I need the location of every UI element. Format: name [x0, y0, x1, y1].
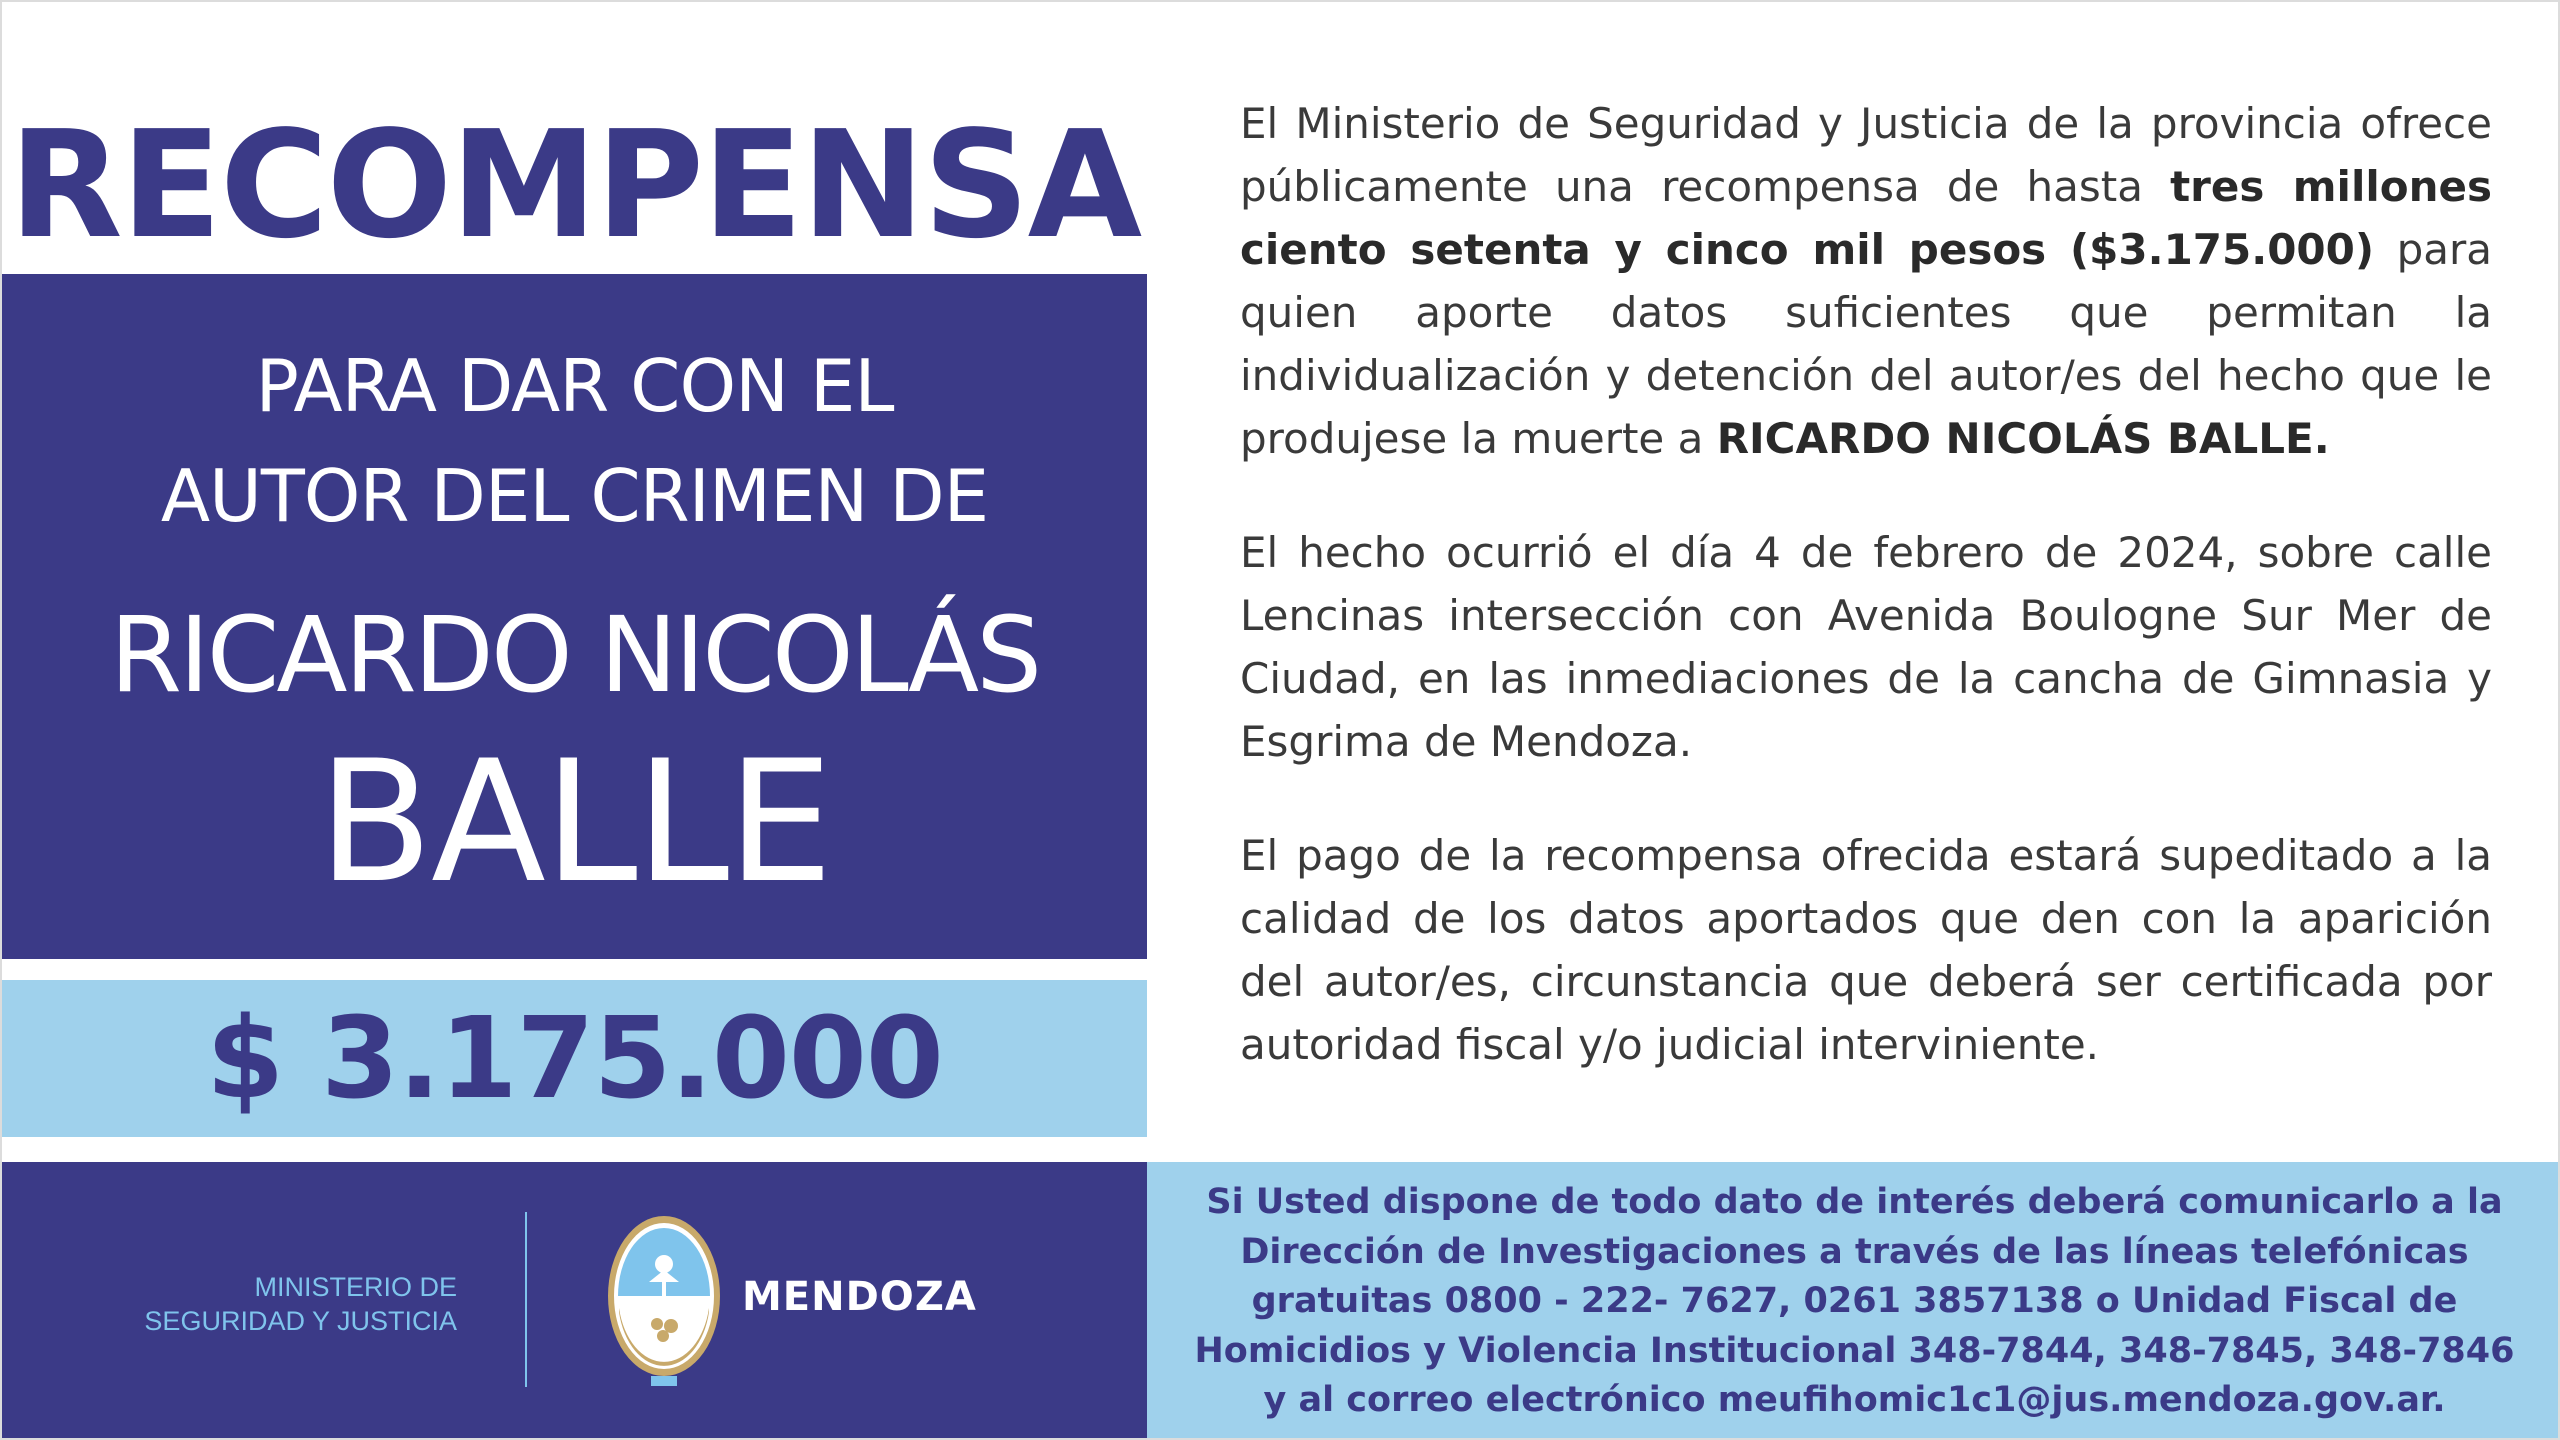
contact-line: gratuitas 0800 - 222- 7627, 0261 3857138 o Unidad Fiscal de	[1251, 1281, 2458, 1321]
subtitle-line-1: PARA DAR CON EL	[255, 344, 894, 428]
ministry-label	[62, 1270, 457, 1338]
paragraph-incident: El hecho ocurrió el día 4 de febrero de 2024, sobre calle Lencinas intersección con Avenida Boulogne Sur Mer de Ciudad, en las inmediaciones de la cancha de Gimnasia y Esgrima de Mendoza.	[1240, 528, 2492, 766]
body-text	[1240, 92, 2492, 1076]
contact-email-line: y al correo electrónico meufihomic1c1@jus.mendoza.gov.ar.	[1263, 1380, 2446, 1420]
contact-line: Dirección de Investigaciones a través de las líneas telefónicas	[1240, 1231, 2469, 1272]
contact-text	[1187, 1178, 2522, 1426]
offer-text-2: para quien aporte datos suficientes que permitan la individualización y detención del autor/es del hecho que le produjese la muerte a	[1240, 225, 2492, 463]
subtitle-line-2: AUTOR DEL CRIMEN DE	[160, 454, 989, 538]
paragraph-payment: El pago de la recompensa ofrecida estará supeditado a la calidad de los datos aportados que den con la aparición del autor/es, circunstancia que deberá ser certificada por autoridad fiscal y/o judicial interviniente.	[1240, 831, 2492, 1069]
ministry-line-1: MINISTERIO DE	[254, 1272, 457, 1302]
reward-amount-band	[2, 980, 1147, 1137]
footer-branding	[2, 1162, 1147, 1440]
reward-amount: $ 3.175.000	[206, 993, 943, 1124]
mendoza-brand: MENDOZA	[742, 1274, 977, 1320]
footer-divider	[525, 1212, 527, 1387]
ministry-line-2: SEGURIDAD Y JUSTICIA	[144, 1306, 457, 1336]
offer-amount-words: tres millones ciento setenta y cinco mil pesos ($3.175.000)	[1240, 162, 2492, 274]
victim-name-line-1: RICARDO NICOLÁS	[109, 594, 1040, 716]
victim-name-line-2: BALLE	[317, 724, 832, 920]
footer-contact	[1147, 1162, 2560, 1440]
offer-text-1: El Ministerio de Seguridad y Justicia de la provincia ofrece públicamente una recompensa de hasta	[1240, 99, 2492, 211]
poster-title: RECOMPENSA	[8, 98, 1141, 271]
contact-line: Homicidios y Violencia Institucional 348-7844, 348-7845, 348-7846	[1194, 1330, 2515, 1371]
mendoza-coat-of-arms-icon	[605, 1212, 723, 1392]
offer-victim-name: RICARDO NICOLÁS BALLE.	[1716, 414, 2330, 463]
paragraph-offer	[1240, 92, 2492, 470]
contact-line: Si Usted dispone de todo dato de interés deberá comunicarlo a la	[1206, 1182, 2503, 1222]
headline-panel	[2, 274, 1147, 959]
